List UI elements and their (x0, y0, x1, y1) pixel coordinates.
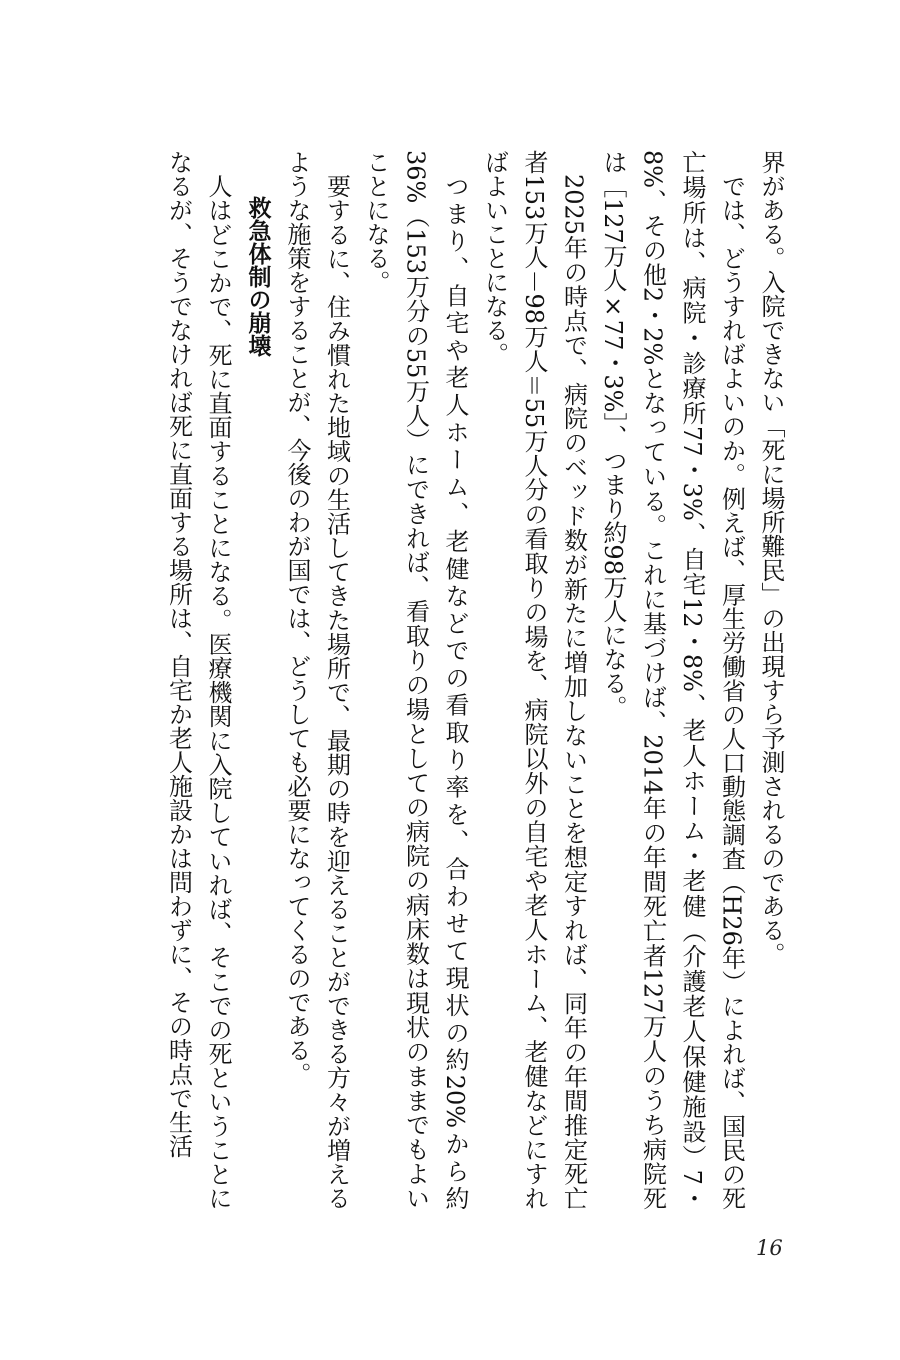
paragraph-continued: 界がある。入院できない「死に場所難民」の出現すら予測されるのである。 (757, 150, 785, 966)
paragraph-2025-projection: 2025年の時点で、病院のベッド数が新たに増加しないことを想定すれば、同年の年間推定死亡者153万人－98万人＝55万人分の看取りの場を、病院以外の自宅や老人ホーム、老健などにすればよいことになる。 (480, 150, 588, 1210)
paragraph-section-start: 人はどこかで、死に直面することになる。医療機関に入院していれば、そこでの死ということになるが、そうでなければ死に直面する場所は、自宅か老人施設かは問わずに、その時点で生活 (164, 150, 232, 1210)
paragraph-death-place-statistics: では、どうすればよいのか。例えば、厚生労働省の人口動態調査（H26年）によれば、国民の死亡場所は、病院・診療所77・3%、自宅12・8%、老人ホーム・老健（介護老人保健施設）7・8%、その他2・2%となっている。これに基づけば、2014年の年間死亡者127万人のうち病院死は［127万人×77・3%］、つまり約98万人になる。 (599, 150, 746, 1210)
section-heading: 救急体制の崩壊 (244, 196, 271, 357)
page-number: 16 (756, 1236, 783, 1260)
paragraph-conclusion: 要するに、住み慣れた地域の生活してきた場所で、最期の時を迎えることができる方々が増えるような施策をすることが、今後のわが国では、どうしても必要になってくるのである。 (283, 150, 351, 1210)
vertical-text-body (90, 150, 790, 1210)
paragraph-home-care-rate: つまり、自宅や老人ホーム、老健などでの看取り率を、合わせて現状の約20%から約36%（153万分の55万人）にできれば、看取りの場としての病院の病床数は現状のままでもよいことになる。 (362, 150, 469, 1211)
